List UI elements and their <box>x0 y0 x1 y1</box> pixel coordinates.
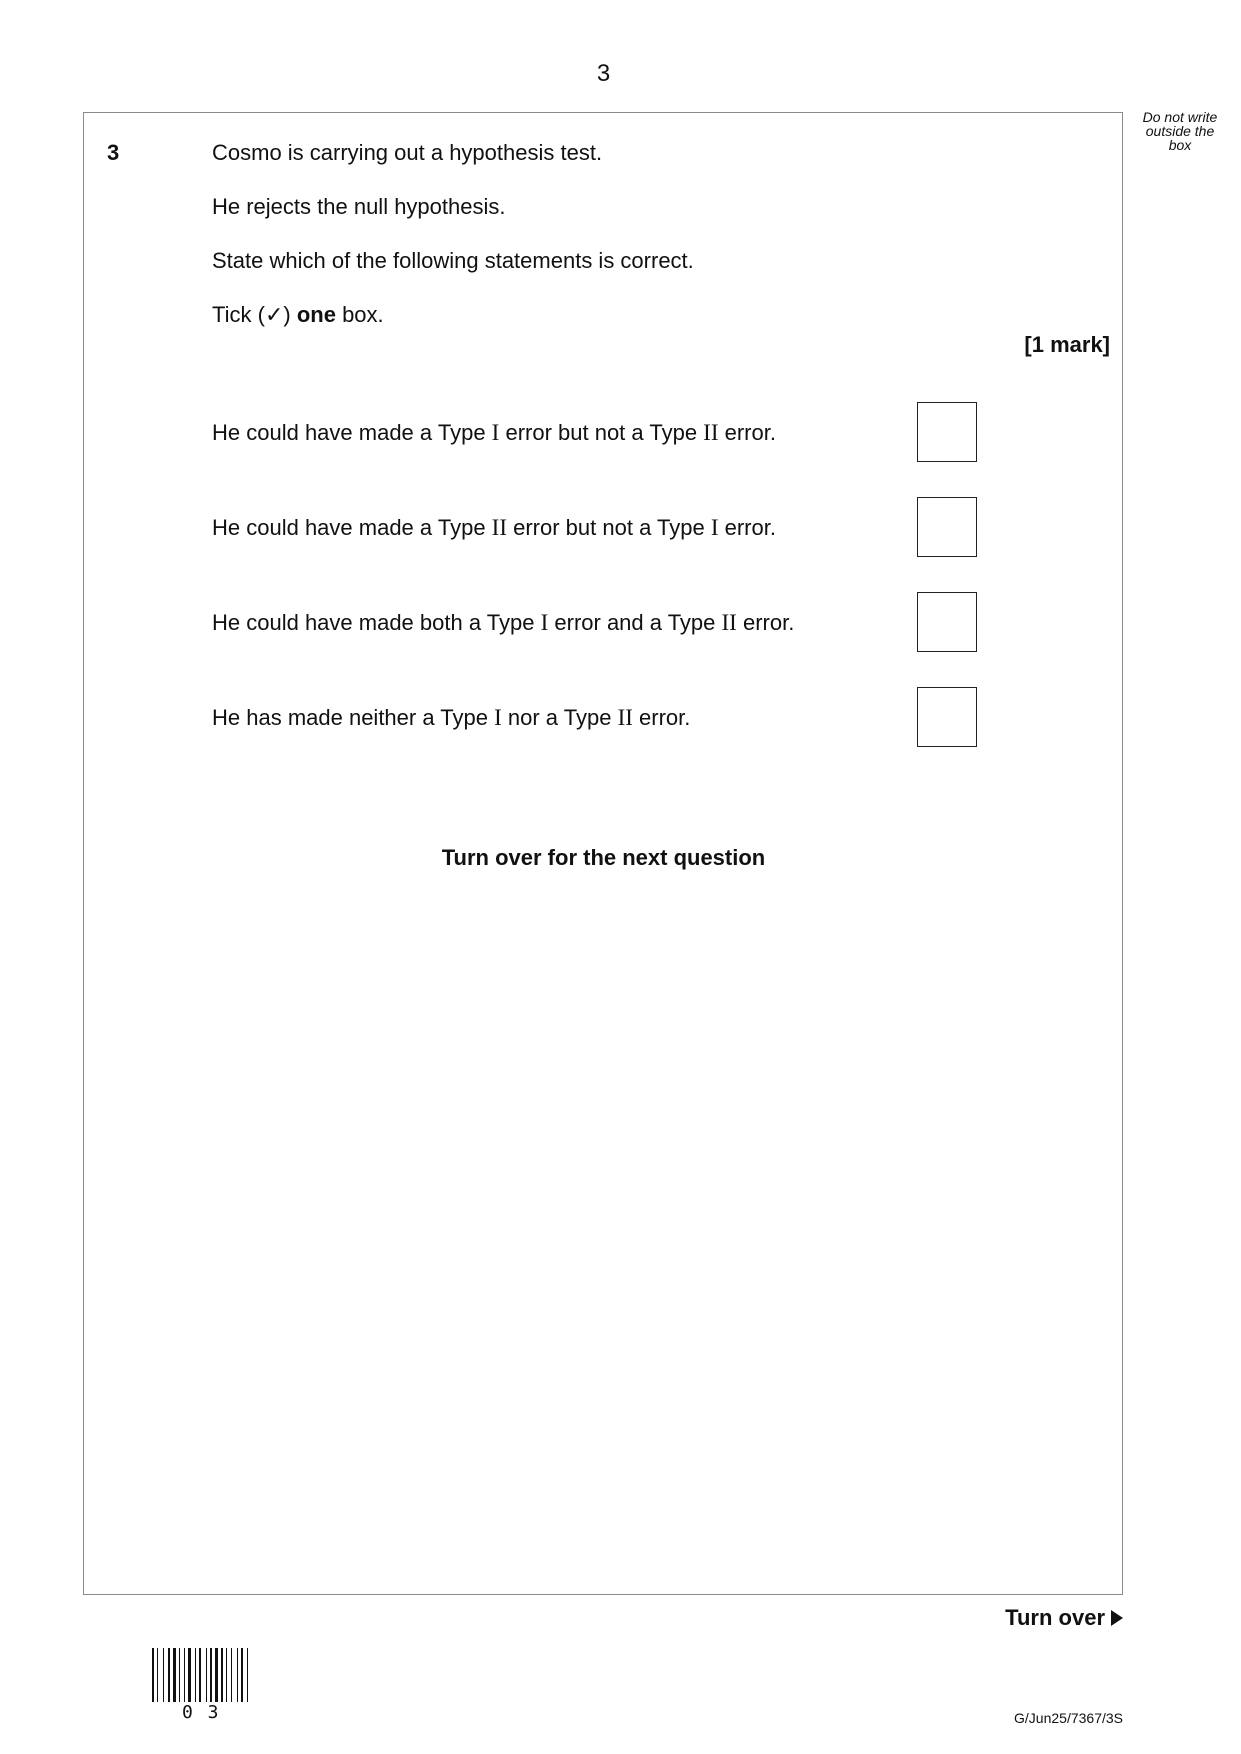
option-2-part-5: error. <box>718 515 776 540</box>
option-4-text <box>212 705 690 731</box>
question-number: 3 <box>107 140 120 165</box>
option-2-roman-1: II <box>491 515 507 540</box>
option-1-roman-1: I <box>491 420 500 445</box>
option-4-roman-2: II <box>617 705 633 730</box>
question-line-1: Cosmo is carrying out a hypothesis test. <box>212 140 603 165</box>
turn-over <box>1005 1605 1123 1631</box>
option-3-part-1: He could have made both a Type <box>212 610 541 635</box>
option-2-text <box>212 515 776 541</box>
option-3-tick-box[interactable] <box>917 592 977 652</box>
option-2-part-3: error but not a Type <box>507 515 711 540</box>
instruction-suffix: box. <box>335 302 384 327</box>
triangle-right-icon <box>1111 1610 1123 1626</box>
margin-note: Do not write outside the box <box>1142 109 1218 153</box>
option-4-roman-1: I <box>494 705 502 730</box>
option-1-part-5: error. <box>718 420 776 445</box>
paper-reference: G/Jun25/7367/3S <box>1014 1710 1123 1726</box>
question-line-3: State which of the following statements is correct. <box>212 248 694 273</box>
option-1-roman-2: II <box>703 420 719 445</box>
barcode-icon <box>152 1648 265 1702</box>
option-1-tick-box[interactable] <box>917 402 977 462</box>
option-4-tick-box[interactable] <box>917 687 977 747</box>
turn-over-next-question: Turn over for the next question <box>441 845 766 870</box>
marks-label: [1 mark] <box>1024 332 1110 357</box>
question-line-2: He rejects the null hypothesis. <box>212 194 506 219</box>
instruction-bold: one <box>296 302 336 327</box>
instruction-line <box>212 302 384 328</box>
option-2-tick-box[interactable] <box>917 497 977 557</box>
option-3-text <box>212 610 794 636</box>
option-3-part-3: error and a Type <box>548 610 722 635</box>
turn-over-label: Turn over <box>1005 1605 1105 1630</box>
option-1-part-1: He could have made a Type <box>212 420 492 445</box>
option-4-part-3: nor a Type <box>501 705 618 730</box>
option-4-part-5: error. <box>632 705 691 730</box>
option-1-text <box>212 420 776 446</box>
option-1-part-3: error but not a Type <box>499 420 704 445</box>
page-number: 3 <box>596 60 611 87</box>
option-2-part-1: He could have made a Type <box>212 515 492 540</box>
option-4-part-1: He has made neither a Type <box>212 705 495 730</box>
option-3-roman-1: I <box>540 610 549 635</box>
barcode-digits: 0 3 <box>182 1702 221 1723</box>
option-3-roman-2: II <box>721 610 737 635</box>
option-3-part-5: error. <box>736 610 795 635</box>
instruction-prefix: Tick (✓) <box>212 302 297 327</box>
option-2-roman-2: I <box>710 515 719 540</box>
